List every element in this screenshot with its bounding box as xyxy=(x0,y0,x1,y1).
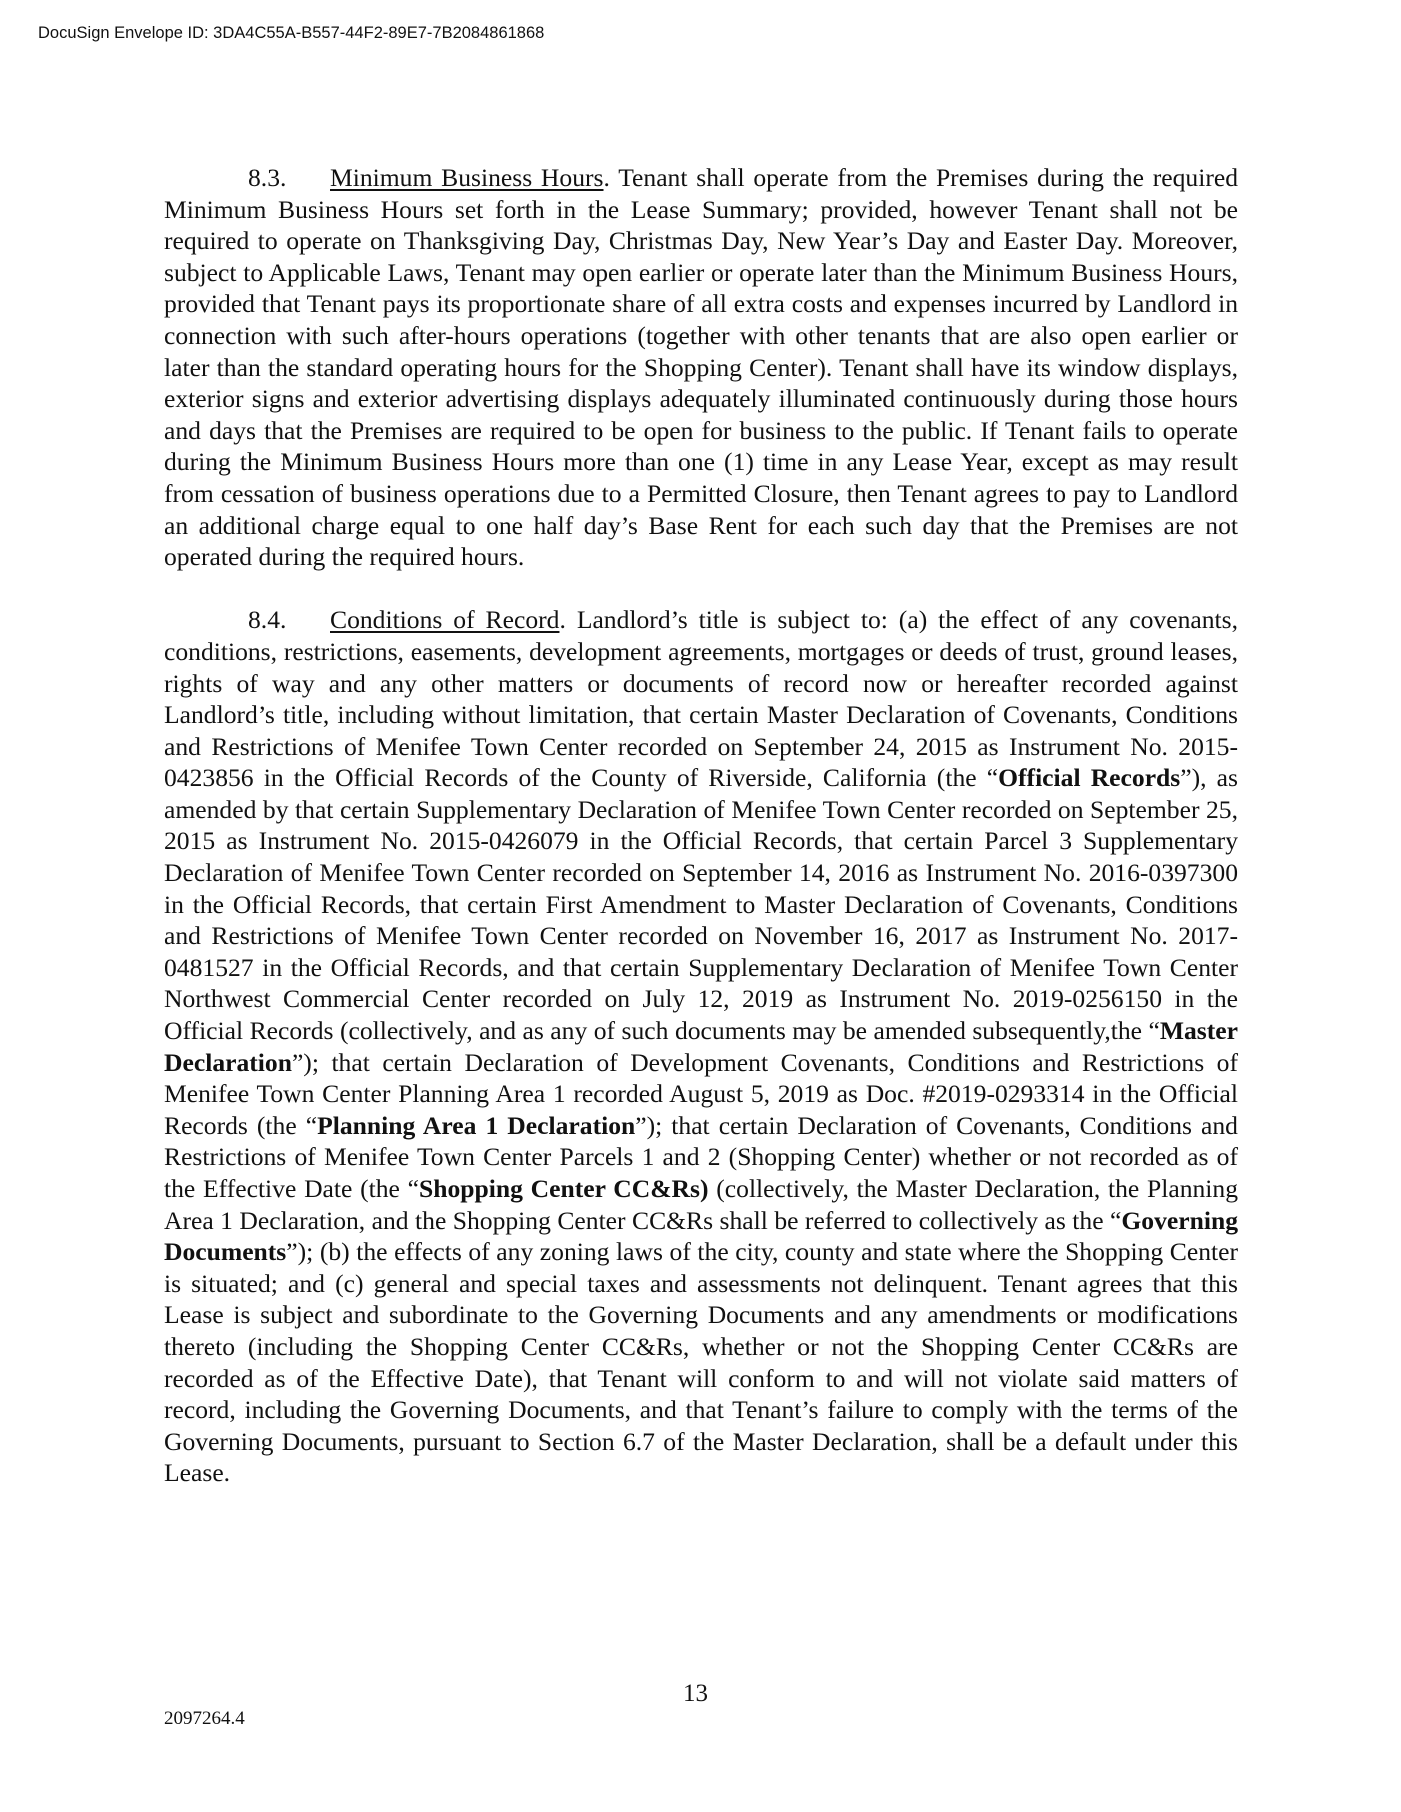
docusign-envelope-id: DocuSign Envelope ID: 3DA4C55A-B557-44F2-89E7-7B2084861868 xyxy=(38,24,545,42)
section-title: Minimum Business Hours xyxy=(330,163,604,192)
section-text: ”); that certain Declaration of Covenants, Conditions and Restrictions of Menifee Town Center Parcels 1 and 2 (Shopping Center) whether or not recorded as of the Effective Date (the “ xyxy=(164,1110,1238,1203)
section-number: 8.4. xyxy=(248,605,287,635)
document-number: 2097264.4 xyxy=(164,1708,245,1729)
defined-term-planning-area-1-declaration: Planning Area 1 Declaration xyxy=(317,1110,636,1140)
section-title: Conditions of Record xyxy=(330,605,560,635)
defined-term-governing-documents: Governing Documents xyxy=(164,1205,1238,1267)
section-text: . Landlord’s title is subject to: (a) the effect of any covenants, conditions, restrictions, easements, development agreements, mortgages or deeds of trust, ground leases, rights of way and any other matters or documents of record now or hereafter recorded against Landlord’s title, including without limitation, that certain Master Declaration of Covenants, Conditions and Restrictions of Menifee Town Center recorded on September 24, 2015 as Instrument No. 2015-0423856 in the Official Records of the County of Riverside, California (the “ xyxy=(164,605,1238,793)
section-8-4 xyxy=(164,604,1238,1489)
section-text: . Tenant shall operate from the Premises during the required Minimum Business Hours set forth in the Lease Summary; provided, however Tenant shall not be required to operate on Thanksgiving Day, Christmas Day, New Year’s Day and Easter Day. Moreover, subject to Applicable Laws, Tenant may open earlier or operate later than the Minimum Business Hours, provided that Tenant pays its proportionate share of all extra costs and expenses incurred by Landlord in connection with such after-hours operations (together with other tenants that are also open earlier or later than the standard operating hours for the Shopping Center). Tenant shall have its window displays, exterior signs and exterior advertising displays adequately illuminated continuously during those hours and days that the Premises are required to be open for business to the public. If Tenant fails to operate during the Minimum Business Hours more than one (1) time in any Lease Year, except as may result from cessation of business operations due to a Permitted Closure, then Tenant agrees to pay to Landlord an additional charge equal to one half day’s Base Rent for each such day that the Premises are not operated during the required hours. xyxy=(164,163,1238,572)
defined-term-shopping-center-ccrs: Shopping Center CC&Rs) xyxy=(419,1174,709,1203)
section-text: ”); (b) the effects of any zoning laws of the city, county and state where the Shopping Center is situated; and (c) general and special taxes and assessments not delinquent. Tenant agrees that this Lease is subject and subordinate to the Governing Documents and any amendments or modifications thereto (including the Shopping Center CC&Rs, whether or not the Shopping Center CC&Rs are recorded as of the Effective Date), that Tenant will conform to and will not violate said matters of record, including the Governing Documents, and that Tenant’s failure to comply with the terms of the Governing Documents, pursuant to Section 6.7 of the Master Declaration, shall be a default under this Lease. xyxy=(164,1237,1238,1488)
section-text: ”); that certain Declaration of Development Covenants, Conditions and Restrictions of Menifee Town Center Planning Area 1 recorded August 5, 2019 as Doc. #2019-0293314 in the Official Records (the “ xyxy=(164,1047,1238,1140)
section-text: ”), as amended by that certain Supplementary Declaration of Menifee Town Center recorded on September 25, 2015 as Instrument No. 2015-0426079 in the Official Records, that certain Parcel 3 Supplementary Declaration of Menifee Town Center recorded on September 14, 2016 as Instrument No. 2016-0397300 in the Official Records, that certain First Amendment to Master Declaration of Covenants, Conditions and Restrictions of Menifee Town Center recorded on November 16, 2017 as Instrument No. 2017-0481527 in the Official Records, and that certain Supplementary Declaration of Menifee Town Center Northwest Commercial Center recorded on July 12, 2019 as Instrument No. 2019-0256150 in the Official Records (collectively, and as any of such documents may be amended subsequently,the “ xyxy=(164,763,1238,1046)
section-number: 8.3. xyxy=(248,163,287,192)
page-number: 13 xyxy=(683,1680,708,1707)
section-8-3 xyxy=(164,162,1238,573)
defined-term-official-records: Official Records xyxy=(998,763,1181,793)
section-text: (collectively, the Master Declaration, the Planning Area 1 Declaration, and the Shopping Center CC&Rs shall be referred to collectively as the “ xyxy=(164,1174,1239,1235)
defined-term-master-declaration: Master Declaration xyxy=(164,1016,1238,1077)
document-body xyxy=(164,162,1238,1521)
